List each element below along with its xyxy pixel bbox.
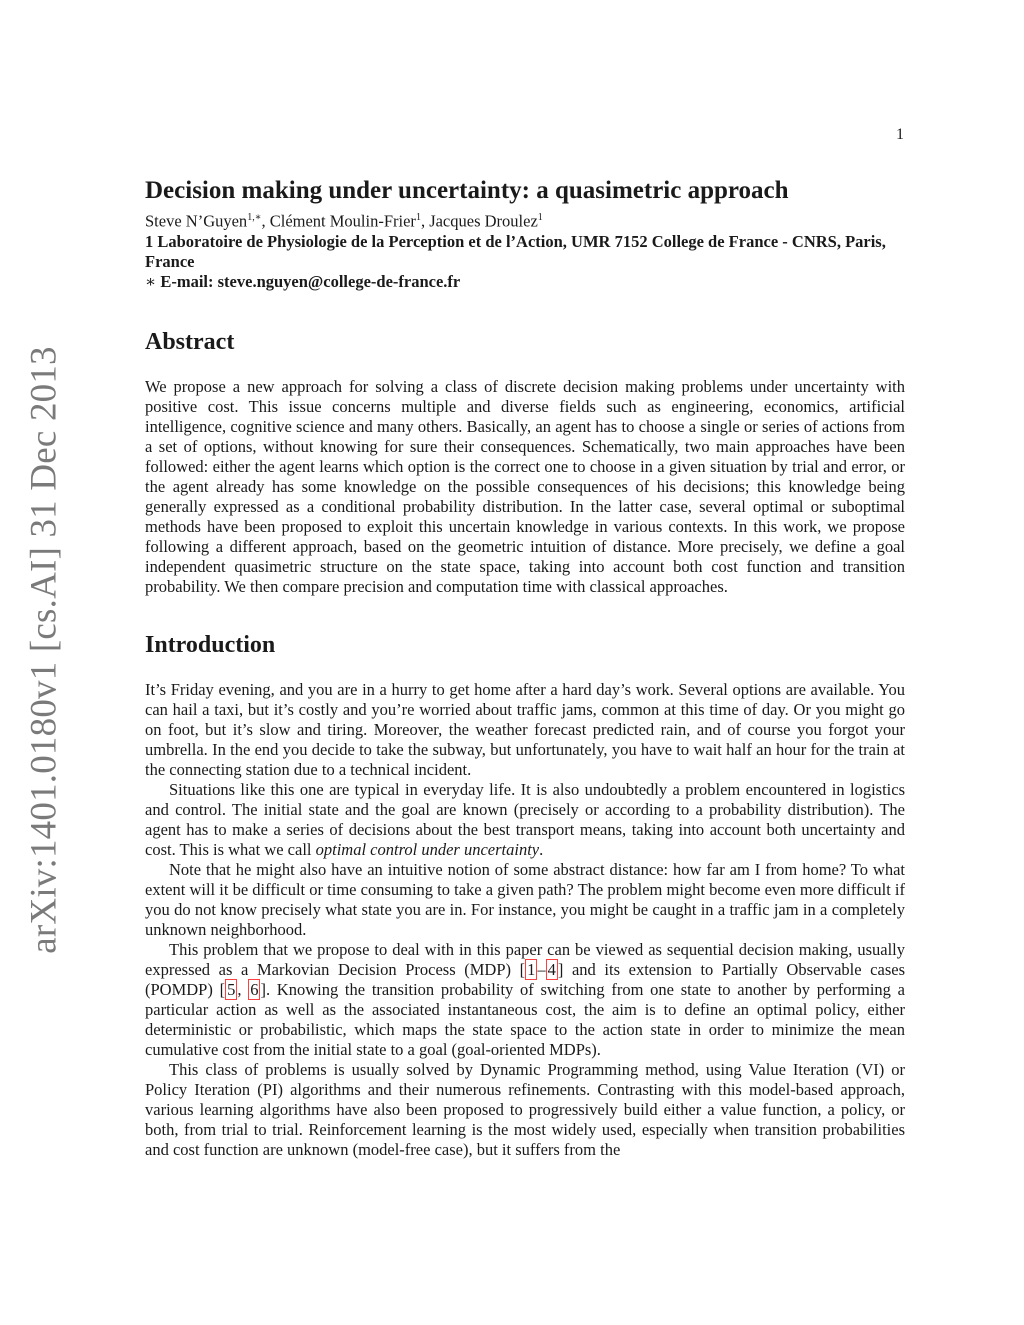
citation-separator: –: [537, 959, 546, 979]
author-separator: ,: [261, 211, 270, 231]
contact-email: [145, 272, 905, 292]
abstract-text: We propose a new approach for solving a class of discrete decision making problems under uncertainty with positive cost. This issue concerns multiple and diverse fields such as engineering, economics, artificial intelligence, cognitive science and many others. Basically, an agent has to choose a single or series of actions from a set of options, without knowing for sure their consequences. Schematically, two main approaches have been followed: either the agent learns which option is the correct one to choose in a given situation by trial and error, or the agent already has some knowledge on the possible consequences of his decisions; this knowledge being generally expressed as a conditional probability distribution. In the latter case, several optimal or suboptimal methods have been proposed to exploit this uncertain knowledge in various contexts. In this work, we propose following a different approach, based on the geometric intuition of distance. More precisely, we define a goal independent quasimetric structure on the state space, taking into account both cost function and transition probability. We then compare precision and computation time with classical approaches.: [145, 376, 905, 596]
citation-link[interactable]: 6: [250, 979, 259, 999]
author-affiliation-mark: 1: [415, 212, 421, 223]
author-affiliation-mark: 1: [537, 212, 543, 223]
paragraph-text: . Knowing the transition probability of switching from one state to another by performing a particular action as well as the associated instantaneous cost, the aim is to define an optimal policy, either deterministic or probabilistic, which maps the state space to the action state in order to minimize the mean cumulative cost from the initial state to a goal (goal-oriented MDPs).: [145, 979, 905, 1059]
corresponding-author-mark: ∗: [145, 271, 157, 291]
citation-separator: ,: [237, 979, 249, 999]
author-list: [145, 208, 905, 232]
affiliation: 1 Laboratoire de Physiologie de la Perception et de l’Action, UMR 7152 College de France - CNRS, Paris, France: [145, 231, 886, 271]
paragraph-text: .: [539, 839, 544, 859]
intro-paragraph-5: This class of problems is usually solved by Dynamic Programming method, using Value Iteration (VI) or Policy Iteration (PI) algorithms and their numerous refinements. Contrasting with this model-based approach, various learning algorithms have also been proposed to progressively build either a value function, a policy, or both, from trial to trial. Reinforcement learning is the most widely used, especially when transition probabilities and cost function are unknown (model-free case), but it suffers from the: [145, 1059, 905, 1159]
intro-paragraph-1: It’s Friday evening, and you are in a hurry to get home after a hard day’s work. Several options are available. You can hail a taxi, but it’s costly and you’re worried about traffic jams, common at this time of day. Or you might go on foot, but it’s slow and tiring. Moreover, the weather forecast predicted rain, and of course you forgot your umbrella. In the end you decide to take the subway, but unfortunately, you have to wait half an hour for the train at the connecting station due to a technical incident.: [145, 679, 905, 779]
arxiv-identifier-stamp: arXiv:1401.0180v1 [cs.AI] 31 Dec 2013: [23, 346, 65, 954]
paragraph-text: and its extension to Partially Observable cases (POMDP): [145, 959, 905, 999]
intro-paragraph-2: [145, 780, 905, 860]
intro-paragraph-4: This problem that we propose to deal with in this paper can be viewed as sequential decision making, usually expressed as a Markovian Decision Process (MDP) [ 1 – 4 ] and its extension to Partially Observable cases (POMDP) [ 5 , 6 ]. Knowing the transition probability of switching from one state to another by performing a particular action as well as the associated instantaneous cost, the aim is to define an optimal policy, either deterministic or probabilistic, which maps the state space to the action state in order to minimize the mean cumulative cost from the initial state to a goal (goal-oriented MDPs).: [145, 939, 905, 1059]
paragraph-text: Situations like this one are typical in everyday life. It is also undoubtedly a problem encountered in logistics and control. The initial state and the goal are known (precisely or according to a probability distribution). The agent has to make a series of decisions about the best transport means, taking into account both uncertainty and cost. This is what we call: [145, 779, 905, 859]
paper-content: [145, 174, 905, 1160]
paper-title: Decision making under uncertainty: a quasimetric approach: [145, 177, 789, 204]
author-name: Steve N’Guyen: [145, 211, 248, 231]
author-name: Jacques Droulez: [429, 211, 538, 231]
citation-link[interactable]: 4: [547, 959, 556, 979]
citation-link[interactable]: 1: [527, 959, 536, 979]
paragraph-text: This problem that we propose to deal with in this paper can be viewed as sequential decision making, usually expressed as a Markovian Decision Process (MDP): [145, 939, 905, 979]
author-affiliation-mark: 1,∗: [247, 212, 262, 223]
page-number: 1: [896, 126, 904, 143]
author-separator: ,: [420, 211, 430, 231]
citation-link[interactable]: 5: [227, 979, 236, 999]
introduction-heading: Introduction: [145, 631, 276, 658]
intro-paragraph-3: Note that he might also have an intuitive notion of some abstract distance: how far am I from home? To what extent will it be difficult or time consuming to take a given path? The problem might become even more difficult if you do not know precisely what state you are in. For instance, you might be caught in a traffic jam in a completely unknown neighborhood.: [145, 859, 905, 939]
abstract-heading: Abstract: [145, 328, 235, 355]
email-address[interactable]: E-mail: steve.nguyen@college-de-france.fr: [160, 271, 461, 291]
emphasis-text: optimal control under uncertainty: [315, 839, 540, 859]
author-name: Clément Moulin-Frier: [269, 211, 416, 231]
